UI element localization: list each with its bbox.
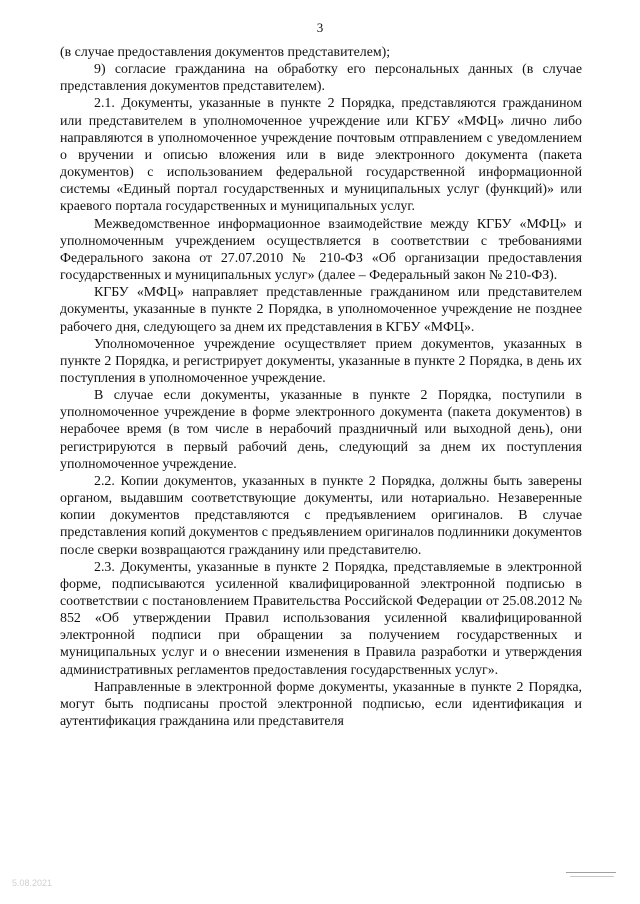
paragraph: 2.3. Документы, указанные в пункте 2 Порядка, представляемые в электронной форме, подписываются усиленной квалифицированной электронной подписью в соответствии с постановлением Правительства Российской Федерации от 25.08.2012 № 852 «Об утверждении Правил использования усиленной квалифицированной электронной подписи при обращении за получением государственных и муниципальных услуг и о внесении изменения в Правила разработки и утверждения административных регламентов предоставления государственных услуг». [60, 559, 582, 678]
footer-faint-text: 5.08.2021 [12, 878, 53, 888]
footer-rule [570, 876, 614, 877]
paragraph: 9) согласие гражданина на обработку его персональных данных (в случае представления документов представителем). [60, 62, 582, 95]
document-body [60, 44, 582, 730]
page-number: 3 [316, 20, 324, 35]
paragraph: Межведомственное информационное взаимодействие между КГБУ «МФЦ» и уполномоченным учреждением осуществляется в соответствии с требованиями Федерального закона от 27.07.2010 № 210-ФЗ «Об организации предоставления государственных и муниципальных услуг» (далее – Федеральный закон № 210-ФЗ). [60, 216, 582, 284]
paragraph: Направленные в электронной форме документы, указанные в пункте 2 Порядка, могут быть подписаны простой электронной подписью, если идентификация и аутентификация гражданина или представителя [60, 679, 582, 730]
paragraph: 2.1. Документы, указанные в пункте 2 Порядка, представляются гражданином или представителем в уполномоченное учреждение или КГБУ «МФЦ» лично либо направляются в уполномоченное учреждение почтовым отправлением с уведомлением о вручении и описью вложения или в виде электронного документа (пакета документов) с использованием федеральной государственной информационной системы «Единый портал государственных и муниципальных услуг (функций)» или краевого портала государственных и муниципальных услуг. [60, 96, 582, 215]
paragraph: КГБУ «МФЦ» направляет представленные гражданином или представителем документы, указанные в пункте 2 Порядка, в уполномоченное учреждение не позднее рабочего дня, следующего за днем их представления в КГБУ «МФЦ». [60, 285, 582, 335]
paragraph: 2.2. Копии документов, указанных в пункте 2 Порядка, должны быть заверены органом, выдавшим соответствующие документы, или нотариально. Незаверенные копии документов представляются с предъявлением оригиналов. В случае представления копий документов с предъявлением оригиналов подлинники документов после сверки возвращаются гражданину или представителю. [60, 473, 582, 558]
paragraph: (в случае предоставления документов представителем); [60, 45, 391, 60]
footer-rule [566, 872, 616, 873]
paragraph: В случае если документы, указанные в пункте 2 Порядка, поступили в уполномоченное учреждение в форме электронного документа (пакета документов) в нерабочее время (в том числе в нерабочий праздничный или выходной день), они регистрируются в первый рабочий день, следующий за днем их поступления уполномоченное учреждение. [60, 388, 582, 472]
paragraph: Уполномоченное учреждение осуществляет прием документов, указанных в пункте 2 Порядка, и регистрирует документы, указанные в пункте 2 Порядка, в день их поступления в уполномоченное учреждение. [60, 336, 582, 386]
